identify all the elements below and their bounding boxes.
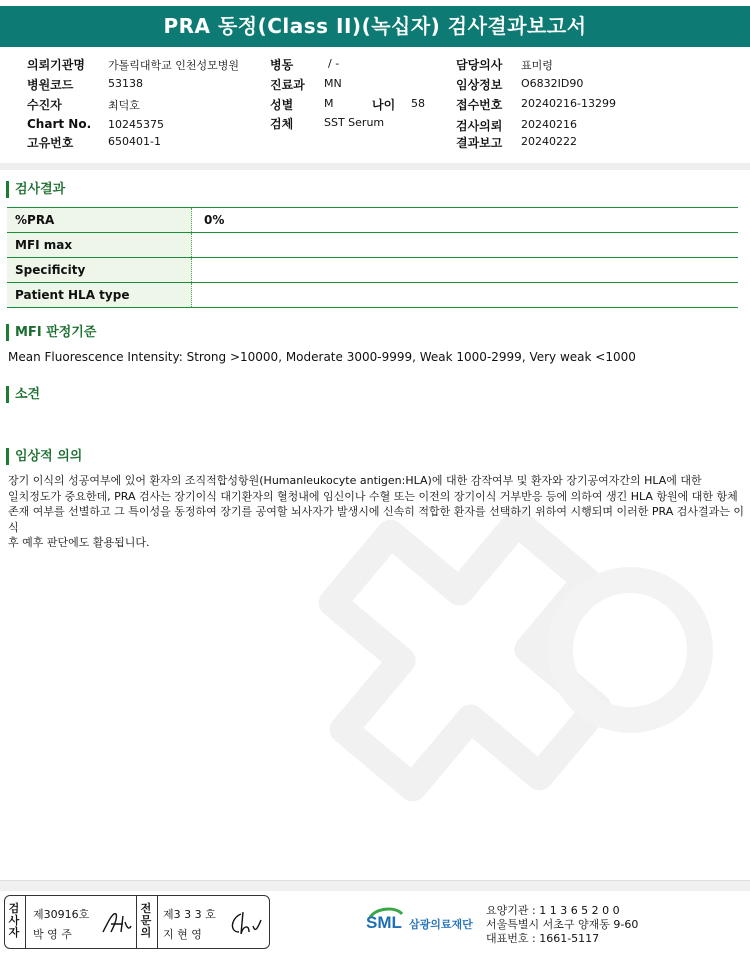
institution-name: 삼광의료재단 xyxy=(409,918,473,931)
clinical-info-label: 임상정보 xyxy=(456,78,503,92)
result-label: Patient HLA type xyxy=(7,283,192,307)
specialist-name: 지 현 영 xyxy=(163,928,202,941)
ward-value: / - xyxy=(328,57,340,70)
receipt-no-label: 접수번호 xyxy=(456,98,503,112)
unique-id-label: 고유번호 xyxy=(27,136,74,150)
specialist-license: 제3 3 3 호 xyxy=(163,908,216,921)
sex-value: M xyxy=(324,97,334,110)
technician-signature-icon xyxy=(101,910,133,936)
department-value: MN xyxy=(324,77,342,90)
result-label: %PRA xyxy=(7,208,192,232)
sml-logo-icon xyxy=(366,904,406,940)
unique-id-value: 650401-1 xyxy=(108,135,161,148)
chart-no-value: 10245375 xyxy=(108,118,164,131)
patient-name-value: 최덕호 xyxy=(108,99,140,112)
sml-logo-text: SML xyxy=(366,913,402,932)
result-label: Specificity xyxy=(7,258,192,282)
clinical-line: 후 예후 판단에도 활용됩니다. xyxy=(8,536,150,549)
clinical-line: 존재 여부를 선별하고 그 특이성을 동정하여 장기를 공여할 뇌사자가 발생시에 신속히 적합한 환자를 선택하기 위하여 시행되며 이러한 PRA 검사결과는 이식 xyxy=(8,505,744,534)
clinical-section-title: 임상적 의의 xyxy=(6,448,82,465)
report-title: PRA 동정(Class II)(녹십자) 검사결과보고서 xyxy=(0,6,750,47)
ward-label: 병동 xyxy=(270,58,294,72)
signature-box xyxy=(4,895,270,949)
clinical-line: 장기 이식의 성공여부에 있어 환자의 조직적합성항원(Humanleukocyte antigen:HLA)에 대한 감작여부 및 환자와 장기공여자간의 HLA에 대한 xyxy=(8,474,702,487)
hospital-label: 의뢰기관명 xyxy=(27,58,85,72)
findings-section-title: 소견 xyxy=(6,386,40,403)
institution-address: 서울특별시 서초구 양재동 9-60 xyxy=(486,918,639,931)
clinical-line: 일치정도가 중요한데, PRA 검사는 장기이식 대기환자의 혈청내에 임신이나 수혈 또는 이전의 장기이식 거부반응 등에 의하여 생긴 HLA 항원에 대한 항체 xyxy=(8,489,738,503)
technician-license: 제30916호 xyxy=(33,908,90,921)
clinical-info-value: O6832ID90 xyxy=(521,77,584,90)
report-date-label: 결과보고 xyxy=(456,136,503,150)
technician-name: 박 영 주 xyxy=(33,928,72,941)
clinical-significance-text xyxy=(8,473,746,551)
request-date-value: 20240216 xyxy=(521,118,577,131)
mfi-section-title: MFI 판정기준 xyxy=(6,324,96,341)
hospital-code-value: 53138 xyxy=(108,77,143,90)
hospital-value: 가톨릭대학교 인천성모병원 xyxy=(108,59,240,72)
result-row-mfi-max xyxy=(7,233,738,258)
department-label: 진료과 xyxy=(270,78,305,92)
sex-label: 성별 xyxy=(270,98,294,112)
result-label: MFI max xyxy=(7,233,192,257)
report-date-value: 20240222 xyxy=(521,135,577,148)
result-row-specificity xyxy=(7,258,738,283)
request-date-label: 검사의뢰 xyxy=(456,119,503,133)
age-value: 58 xyxy=(411,97,425,110)
chart-no-label: Chart No. xyxy=(27,117,92,131)
doctor-value: 표미령 xyxy=(521,59,553,72)
age-label: 나이 xyxy=(372,98,396,112)
doctor-label: 담당의사 xyxy=(456,58,503,72)
results-section-title: 검사결과 xyxy=(6,181,65,198)
result-row-pra xyxy=(7,208,738,233)
institution-phone: 대표번호 : 1661-5117 xyxy=(486,932,600,945)
receipt-no-value: 20240216-13299 xyxy=(521,97,616,110)
result-value: 0% xyxy=(204,213,225,227)
patient-name-label: 수진자 xyxy=(27,98,62,112)
specimen-label: 검체 xyxy=(270,117,294,131)
institution-care-number: 요양기관 : 1 1 3 6 5 2 0 0 xyxy=(486,904,620,917)
footer-separator xyxy=(0,880,750,891)
mfi-criteria-text: Mean Fluorescence Intensity: Strong >10000, Moderate 3000-9999, Weak 1000-2999, Very weak <1000 xyxy=(8,350,636,364)
hospital-code-label: 병원코드 xyxy=(27,78,74,92)
specimen-value: SST Serum xyxy=(324,116,385,129)
technician-vertical-label: 검 사 자 xyxy=(8,902,20,939)
header-separator xyxy=(0,163,750,170)
specialist-signature-icon xyxy=(227,908,263,938)
specialist-vertical-label: 전 문 의 xyxy=(140,902,152,939)
result-row-hla-type xyxy=(7,283,738,308)
